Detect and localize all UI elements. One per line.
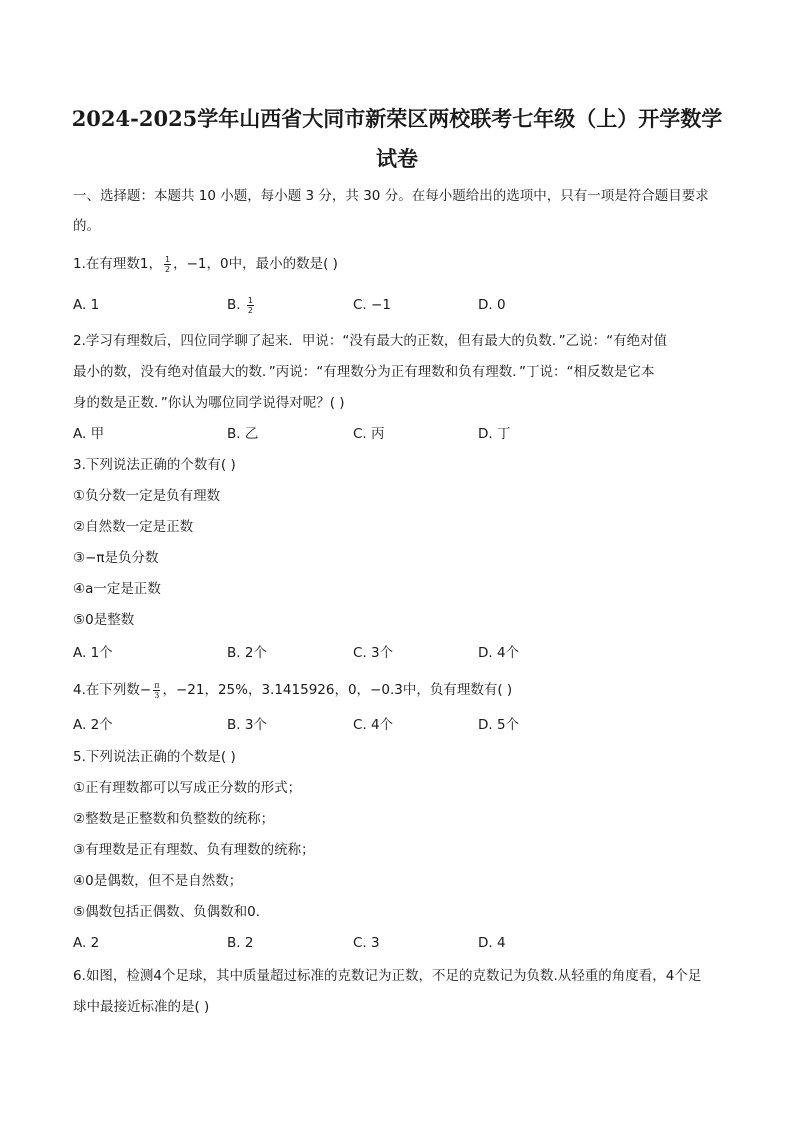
question-5-item-2: ②整数是正整数和负整数的统称； bbox=[73, 811, 275, 827]
question-6-line2: 球中最接近标准的是( ) bbox=[73, 999, 210, 1015]
question-5-option-d: D. 4 bbox=[478, 935, 506, 951]
question-5-item-3: ③有理数是正有理数、负有理数的统称； bbox=[73, 842, 315, 858]
question-2-option-d: D. 丁 bbox=[478, 426, 511, 442]
question-3-item-2: ②自然数一定是正数 bbox=[73, 519, 194, 535]
question-1-option-a: A. 1 bbox=[73, 297, 100, 313]
question-3-option-a: A. 1个 bbox=[73, 645, 113, 661]
question-1-option-c: C. −1 bbox=[353, 297, 391, 313]
question-2-option-b: B. 乙 bbox=[227, 426, 259, 442]
question-5-item-1: ①正有理数都可以写成正分数的形式； bbox=[73, 780, 302, 796]
question-3-item-4: ④a一定是正数 bbox=[73, 581, 161, 597]
question-2-line1: 2.学习有理数后，四位同学聊了起来．甲说：“没有最大的正数，但有最大的负数．”乙说：“有绝对值 bbox=[73, 333, 668, 349]
question-4-option-c: C. 4个 bbox=[353, 717, 394, 733]
question-5-option-b: B. 2 bbox=[227, 935, 254, 951]
question-1-stem-pre: 1.在有理数1， bbox=[73, 256, 162, 272]
question-5-item-4: ④0是偶数，但不是自然数； bbox=[73, 873, 243, 889]
question-1-stem-post: ，−1，0中，最小的数是( ) bbox=[173, 256, 338, 272]
exam-title-line2: 试卷 bbox=[376, 146, 418, 171]
question-2-option-a: A. 甲 bbox=[73, 426, 105, 442]
question-1-option-b-den: 2 bbox=[247, 305, 253, 315]
question-5-option-a: A. 2 bbox=[73, 935, 100, 951]
question-1-option-b-fraction bbox=[247, 296, 254, 315]
question-5-item-5: ⑤偶数包括正偶数、负偶数和0. bbox=[73, 904, 260, 920]
question-1-frac-den: 2 bbox=[164, 264, 171, 274]
question-3-option-c: C. 3个 bbox=[353, 645, 394, 661]
question-3-item-5: ⑤0是整数 bbox=[73, 612, 135, 628]
section-instructions-line1: 一、选择题：本题共 10 小题，每小题 3 分，共 30 分。在每小题给出的选项中，只有一项是符合题目要求 bbox=[73, 188, 709, 204]
question-4-frac-den: 3 bbox=[154, 690, 160, 700]
question-5-stem: 5.下列说法正确的个数是( ) bbox=[73, 749, 236, 765]
question-3-option-d: D. 4个 bbox=[478, 645, 520, 661]
exam-title-line1: 2024-2025学年山西省大同市新荣区两校联考七年级（上）开学数学 bbox=[71, 106, 723, 131]
question-4-stem bbox=[73, 680, 733, 700]
question-4-fraction bbox=[153, 681, 160, 700]
question-4-option-b: B. 3个 bbox=[227, 717, 267, 733]
question-1-option-b bbox=[227, 295, 256, 315]
question-4-option-d: D. 5个 bbox=[478, 717, 520, 733]
question-5-option-c: C. 3 bbox=[353, 935, 380, 951]
question-3-option-b: B. 2个 bbox=[227, 645, 267, 661]
question-1-stem bbox=[73, 254, 733, 274]
question-1-option-d: D. 0 bbox=[478, 297, 506, 313]
question-1-option-b-label: B. bbox=[227, 297, 245, 313]
question-2-option-c: C. 丙 bbox=[353, 426, 385, 442]
question-2-line3: 身的数是正数．”你认为哪位同学说得对呢？( ) bbox=[73, 395, 345, 411]
question-1-frac-num: 1 bbox=[164, 254, 171, 264]
question-3-item-3: ③−π是负分数 bbox=[73, 550, 159, 566]
question-4-stem-post: ，−21，25%，3.1415926，0，−0.3̇中，负有理数有( ) bbox=[162, 682, 513, 698]
question-6-line1: 6.如图，检测4个足球，其中质量超过标准的克数记为正数，不足的克数记为负数.从轻重的角度看，4个足 bbox=[73, 968, 702, 984]
question-3-item-1: ①负分数一定是负有理数 bbox=[73, 488, 221, 504]
section-instructions-line2: 的。 bbox=[73, 218, 100, 234]
question-3-stem: 3.下列说法正确的个数有( ) bbox=[73, 457, 236, 473]
question-2-line2: 最小的数，没有绝对值最大的数．”丙说：“有理数分为正有理数和负有理数．”丁说：“相反数是它本 bbox=[73, 364, 655, 380]
question-1-fraction bbox=[164, 255, 171, 274]
question-4-option-a: A. 2个 bbox=[73, 717, 113, 733]
question-4-frac-num: π bbox=[154, 680, 160, 690]
question-1-option-b-num: 1 bbox=[247, 295, 253, 305]
question-4-stem-pre: 4.在下列数− bbox=[73, 682, 152, 698]
